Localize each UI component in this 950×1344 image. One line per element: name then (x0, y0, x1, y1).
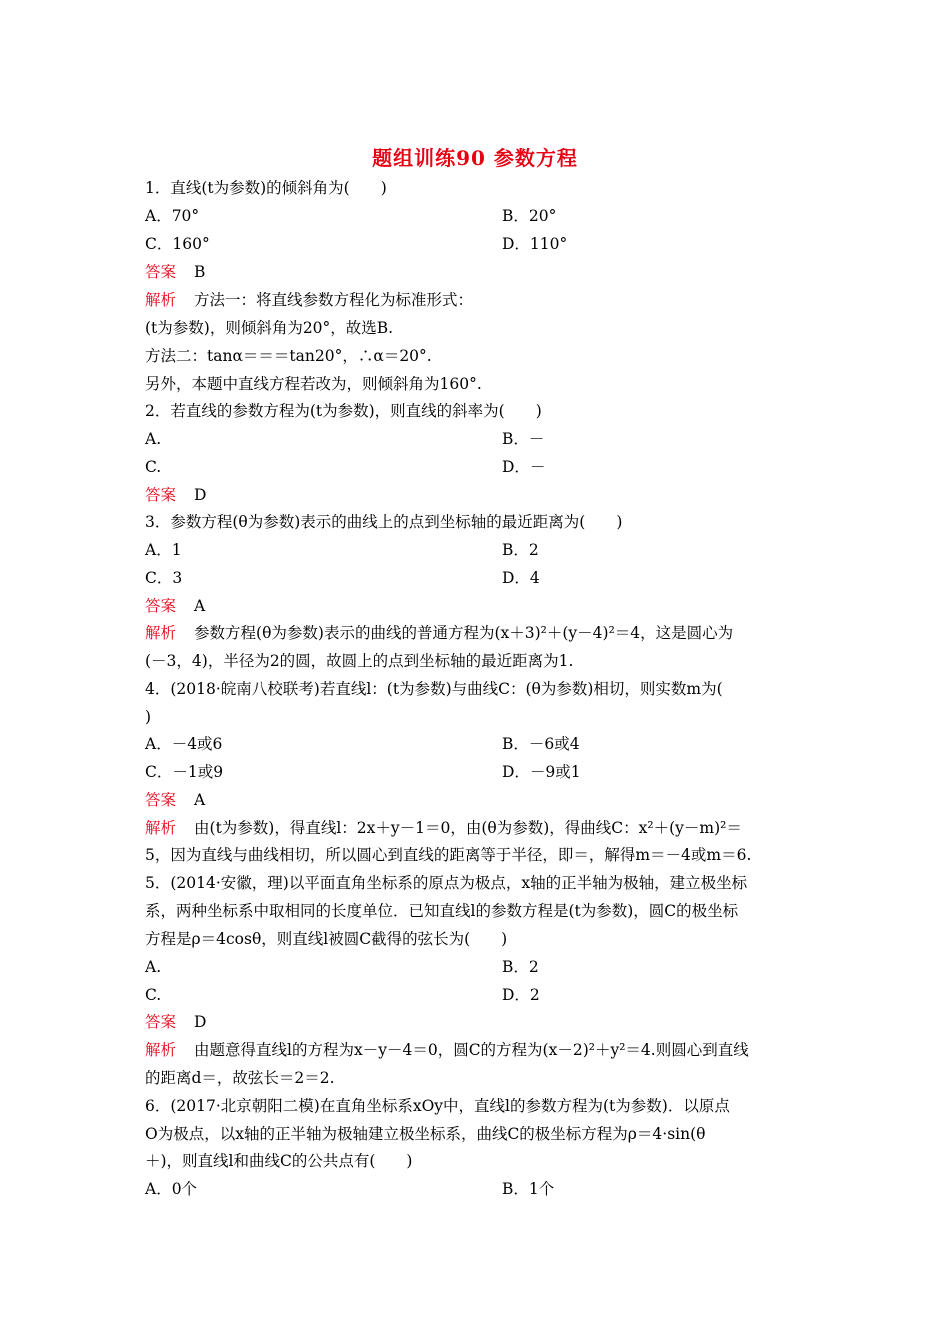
analysis-text: 方法一：将直线参数方程化为标准形式： (194, 291, 474, 309)
question-5-option-c: C. (145, 986, 162, 1004)
question-5-stem: 5．(2014·安徽，理)以平面直角坐标系的原点为极点，x轴的正半轴为极轴，建立极坐标 (145, 874, 748, 892)
analysis-text: 参数方程(θ为参数)表示的曲线的普通方程为(x＋3)²＋(y－4)²＝4，这是圆心为 (194, 624, 734, 642)
analysis-text: 由(t为参数)，得直线l：2x＋y－1＝0，由(θ为参数)，得曲线C：x²＋(y－m)²＝ (194, 819, 742, 837)
question-4-analysis-line: 5，因为直线与曲线相切，所以圆心到直线的距离等于半径，即＝，解得m＝－4或m＝6. (145, 846, 752, 864)
question-1-option-b: B．20° (502, 207, 557, 225)
question-5-stem: 方程是ρ＝4cosθ，则直线l被圆C截得的弦长为( ) (145, 930, 508, 948)
question-1-analysis-line: (t为参数)，则倾斜角为20°，故选B. (145, 319, 394, 337)
analysis-label: 解析 (145, 624, 177, 642)
question-2-option-b: B．－ (502, 430, 545, 448)
question-1-answer (145, 262, 810, 282)
question-3-answer (145, 596, 810, 616)
question-4-option-b: B．－6或4 (502, 735, 580, 753)
answer-label: 答案 (145, 597, 177, 615)
question-6-option-b: B．1个 (502, 1180, 555, 1198)
question-3-option-a: A．1 (145, 541, 182, 559)
question-4-option-d: D．－9或1 (502, 763, 581, 781)
question-1-analysis-line: 方法二：tanα＝＝＝tan20°，∴α＝20°. (145, 347, 432, 365)
page-title: 题组训练90 参数方程 (372, 146, 578, 170)
question-1-stem: 1．直线(t为参数)的倾斜角为( ) (145, 179, 387, 197)
question-3-option-d: D．4 (502, 569, 540, 587)
question-3-stem: 3．参数方程(θ为参数)表示的曲线上的点到坐标轴的最近距离为( ) (145, 513, 623, 531)
question-5-analysis-line (145, 1040, 810, 1060)
question-4-answer (145, 790, 810, 810)
answer-value: A (194, 597, 206, 615)
question-2-stem: 2．若直线的参数方程为(t为参数)，则直线的斜率为( ) (145, 402, 542, 420)
question-5-stem: 系，两种坐标系中取相同的长度单位．已知直线l的参数方程是(t为参数)，圆C的极坐标 (145, 902, 739, 920)
question-3-option-c: C．3 (145, 569, 183, 587)
question-5-option-b: B．2 (502, 958, 539, 976)
answer-label: 答案 (145, 263, 177, 281)
answer-value: B (194, 263, 206, 281)
question-3-analysis-line: (－3，4)，半径为2的圆，故圆上的点到坐标轴的最近距离为1. (145, 652, 574, 670)
question-6-stem: ＋)，则直线l和曲线C的公共点有( ) (145, 1152, 413, 1170)
question-2-option-d: D．－ (502, 458, 546, 476)
question-5-option-d: D．2 (502, 986, 540, 1004)
question-5-analysis-line: 的距离d＝，故弦长＝2＝2. (145, 1069, 335, 1087)
question-2-option-a: A. (145, 430, 162, 448)
question-4-stem: 4．(2018·皖南八校联考)若直线l：(t为参数)与曲线C：(θ为参数)相切，则实数m为( (145, 680, 723, 698)
answer-label: 答案 (145, 486, 177, 504)
answer-value: A (194, 791, 206, 809)
answer-value: D (194, 486, 207, 504)
question-2-answer (145, 485, 810, 505)
analysis-label: 解析 (145, 291, 177, 309)
question-1-analysis-line (145, 290, 810, 310)
question-6-stem: 6．(2017·北京朝阳二模)在直角坐标系xOy中，直线l的参数方程为(t为参数)．以原点 (145, 1097, 730, 1115)
answer-value: D (194, 1013, 207, 1031)
question-4-stem: ) (145, 708, 152, 726)
answer-label: 答案 (145, 791, 177, 809)
question-1-option-a: A．70° (145, 207, 200, 225)
question-3-analysis-line (145, 623, 810, 643)
question-4-analysis-line (145, 818, 810, 838)
analysis-text: 由题意得直线l的方程为x－y－4＝0，圆C的方程为(x－2)²＋y²＝4.则圆心到直线 (194, 1041, 749, 1059)
question-3-option-b: B．2 (502, 541, 539, 559)
question-6-stem: O为极点，以x轴的正半轴为极轴建立极坐标系，曲线C的极坐标方程为ρ＝4·sin(θ (145, 1125, 706, 1143)
answer-label: 答案 (145, 1013, 177, 1031)
question-1-option-c: C．160° (145, 235, 210, 253)
question-2-option-c: C. (145, 458, 162, 476)
question-6-option-a: A．0个 (145, 1180, 198, 1198)
question-4-option-a: A．－4或6 (145, 735, 223, 753)
question-5-answer (145, 1012, 810, 1032)
question-1-analysis-line: 另外，本题中直线方程若改为，则倾斜角为160°. (145, 375, 482, 393)
analysis-label: 解析 (145, 819, 177, 837)
question-4-option-c: C．－1或9 (145, 763, 224, 781)
question-5-option-a: A. (145, 958, 162, 976)
question-1-option-d: D．110° (502, 235, 568, 253)
analysis-label: 解析 (145, 1041, 177, 1059)
